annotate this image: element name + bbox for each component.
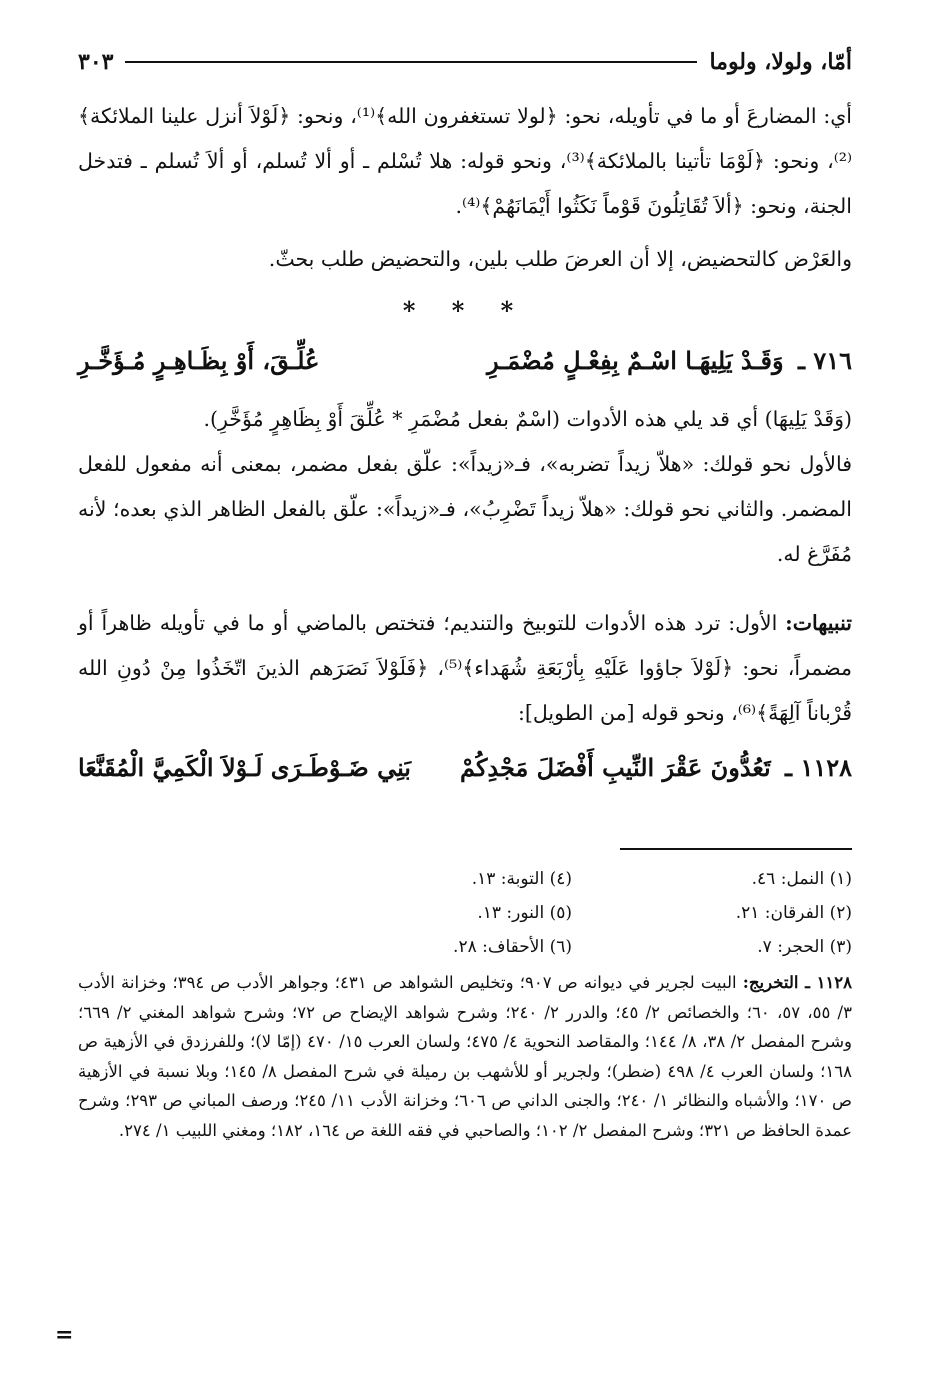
margin-mark: = — [55, 1322, 74, 1348]
verse-716-first-text: وَقَـدْ يَلِيهَـا اسْـمٌ بِفِعْـلٍ مُضْمَـرِ — [486, 346, 784, 375]
chapter-title: أمّا، ولولا، ولوما — [709, 49, 852, 75]
header-rule — [125, 61, 697, 63]
book-page — [78, 40, 852, 1162]
verse-1128-second: بَنِي ضَـوْطَـرَى لَـوْلاَ الْكَمِيَّ الْمُقَنَّعَا — [78, 753, 411, 782]
footnote-item: (٢) الفرقان: ٢١. — [735, 903, 852, 923]
paragraph-1: أي: المضارعَ أو ما في تأويله، نحو: ﴿لولا تستغفرون الله﴾⁽¹⁾، ونحو: ﴿لَوْلاَ أنزل علينا الملائكة﴾⁽²⁾، ونحو: ﴿لَوْمَا تأتينا بالملائكة﴾⁽³⁾، ونحو قوله: هلا تُسْلم ـ أو ألا تُسلم، أو ألاَ تُسلم ـ فتدخل الجنة، ونحو: ﴿ألاَ تُقَاتِلُونَ قَوْماً نَكَثُوا أَيْمَانَهُمْ﴾⁽⁴⁾. — [78, 104, 852, 218]
takhrij-note — [78, 968, 852, 1145]
paragraph-2: والعَرْض كالتحضيض، إلا أن العرضَ طلب بلين، والتحضيض طلب بحثّ. — [268, 247, 852, 271]
paragraph-3: فالأول نحو قولك: «هلاّ زيداً تضربه»، فـ«زيداً»: علّق بفعل مضمر، بمعنى أنه مفعول للفعل المضمر. والثاني نحو قولك: «هلاّ زيداً تَضْرِبُ»، فـ«زيداً»: علّق بالفعل الظاهر الذي بعده؛ لأنه مُفَرَّغ له. — [78, 452, 852, 566]
notes-label: تنبيهات: — [785, 611, 852, 635]
page-number: ٣٠٣ — [78, 49, 114, 75]
verse-716-number: ٧١٦ ـ — [797, 346, 852, 375]
footnote-item: (١) النمل: ٤٦. — [751, 869, 852, 889]
verse-1128 — [78, 742, 852, 794]
verse-716-second: عُلِّـقَ، أَوْ بِظَـاهِـرٍ مُـؤَخَّـرِ — [78, 346, 320, 375]
verse-1128-first-text: تَعُدُّونَ عَقْرَ النِّيبِ أَفْضَلَ مَجْدِكُمْ — [459, 753, 771, 782]
footnote-list — [78, 862, 852, 964]
footnote-separator — [620, 848, 852, 850]
verse-1128-first — [460, 742, 852, 794]
notes-paragraph — [78, 601, 852, 736]
takhrij-label: ١١٢٨ ـ التخريج: — [742, 973, 853, 992]
footnote-item: (٦) الأحقاف: ٢٨. — [453, 937, 572, 957]
footnotes — [78, 862, 852, 1145]
footnote-item: (٤) التوبة: ١٣. — [471, 869, 572, 889]
section-separator: * * * — [402, 296, 528, 325]
verse-1128-number: ١١٢٨ ـ — [785, 753, 852, 782]
verse-716 — [78, 335, 852, 387]
takhrij-text: البيت لجرير في ديوانه ص ٩٠٧؛ وتخليص الشواهد ص ٤٣١؛ وجواهر الأدب ص ٣٩٤؛ وخزانة الأدب ٣/ ٥٥، ٥٧، ٦٠؛ والخصائص ٢/ ٤٥؛ والدرر ٢/ ٢٤٠؛ وشرح شواهد الإيضاح ص ٧٢؛ وشرح شواهد المغني ٢/ ٦٦٩؛ وشرح المفصل ٢/ ٣٨، ٨/ ١٤٤؛ والمقاصد النحوية ٤/ ٤٧٥؛ ولسان العرب ١٥/ ٤٧٠ (إمّا لا)؛ وللفرزدق في الأزهية ص ١٦٨؛ ولسان العرب ٤/ ٤٩٨ (ضطر)؛ ولجرير أو للأشهب بن رميلة في شرح المفصل ٨/ ١٤٥؛ وبلا نسبة في الأزهية ص ١٧٠؛ والأشباه والنظائر ١/ ٢٤٠؛ والجنى الداني ص ٦٠٦؛ وخزانة الأدب ١١/ ٢٤٥؛ ورصف المباني ص ٢٩٣؛ وشرح عمدة الحافظ ص ٣٢١؛ وشرح المفصل ٢/ ١٠٢؛ والصاحبي في فقه اللغة ص ١٦٤، ١٨٢؛ ومغني اللبيب ١/ ٢٧٤. — [78, 973, 853, 1140]
footnote-item: (٥) النور: ١٣. — [477, 903, 572, 923]
running-header — [78, 40, 852, 84]
footnote-item: (٣) الحجر: ٧. — [757, 937, 852, 957]
verse-commentary: (وَقَدْ يَلِيهَا) أي قد يلي هذه الأدوات (اسْمٌ بفعل مُضْمَرِ * عُلِّقَ أَوْ بِظَاهِرٍ مُؤَخَّرِ). — [203, 407, 852, 431]
notes-text: الأول: ترد هذه الأدوات للتوبيخ والتنديم؛ فتختص بالماضي أو ما في تأويله ظاهراً أو مضمراً، نحو: ﴿لَوْلاَ جاؤوا عَلَيْهِ بِأرْبَعَةِ شُهَداء﴾⁽⁵⁾، ﴿فَلَوْلاَ نَصَرَهم الذينَ اتّخَذُوا مِنْ دُونِ الله قُرْباناً آلِهَةً﴾⁽⁶⁾، ونحو قوله [من الطويل]: — [78, 611, 852, 725]
verse-716-first — [487, 335, 852, 387]
